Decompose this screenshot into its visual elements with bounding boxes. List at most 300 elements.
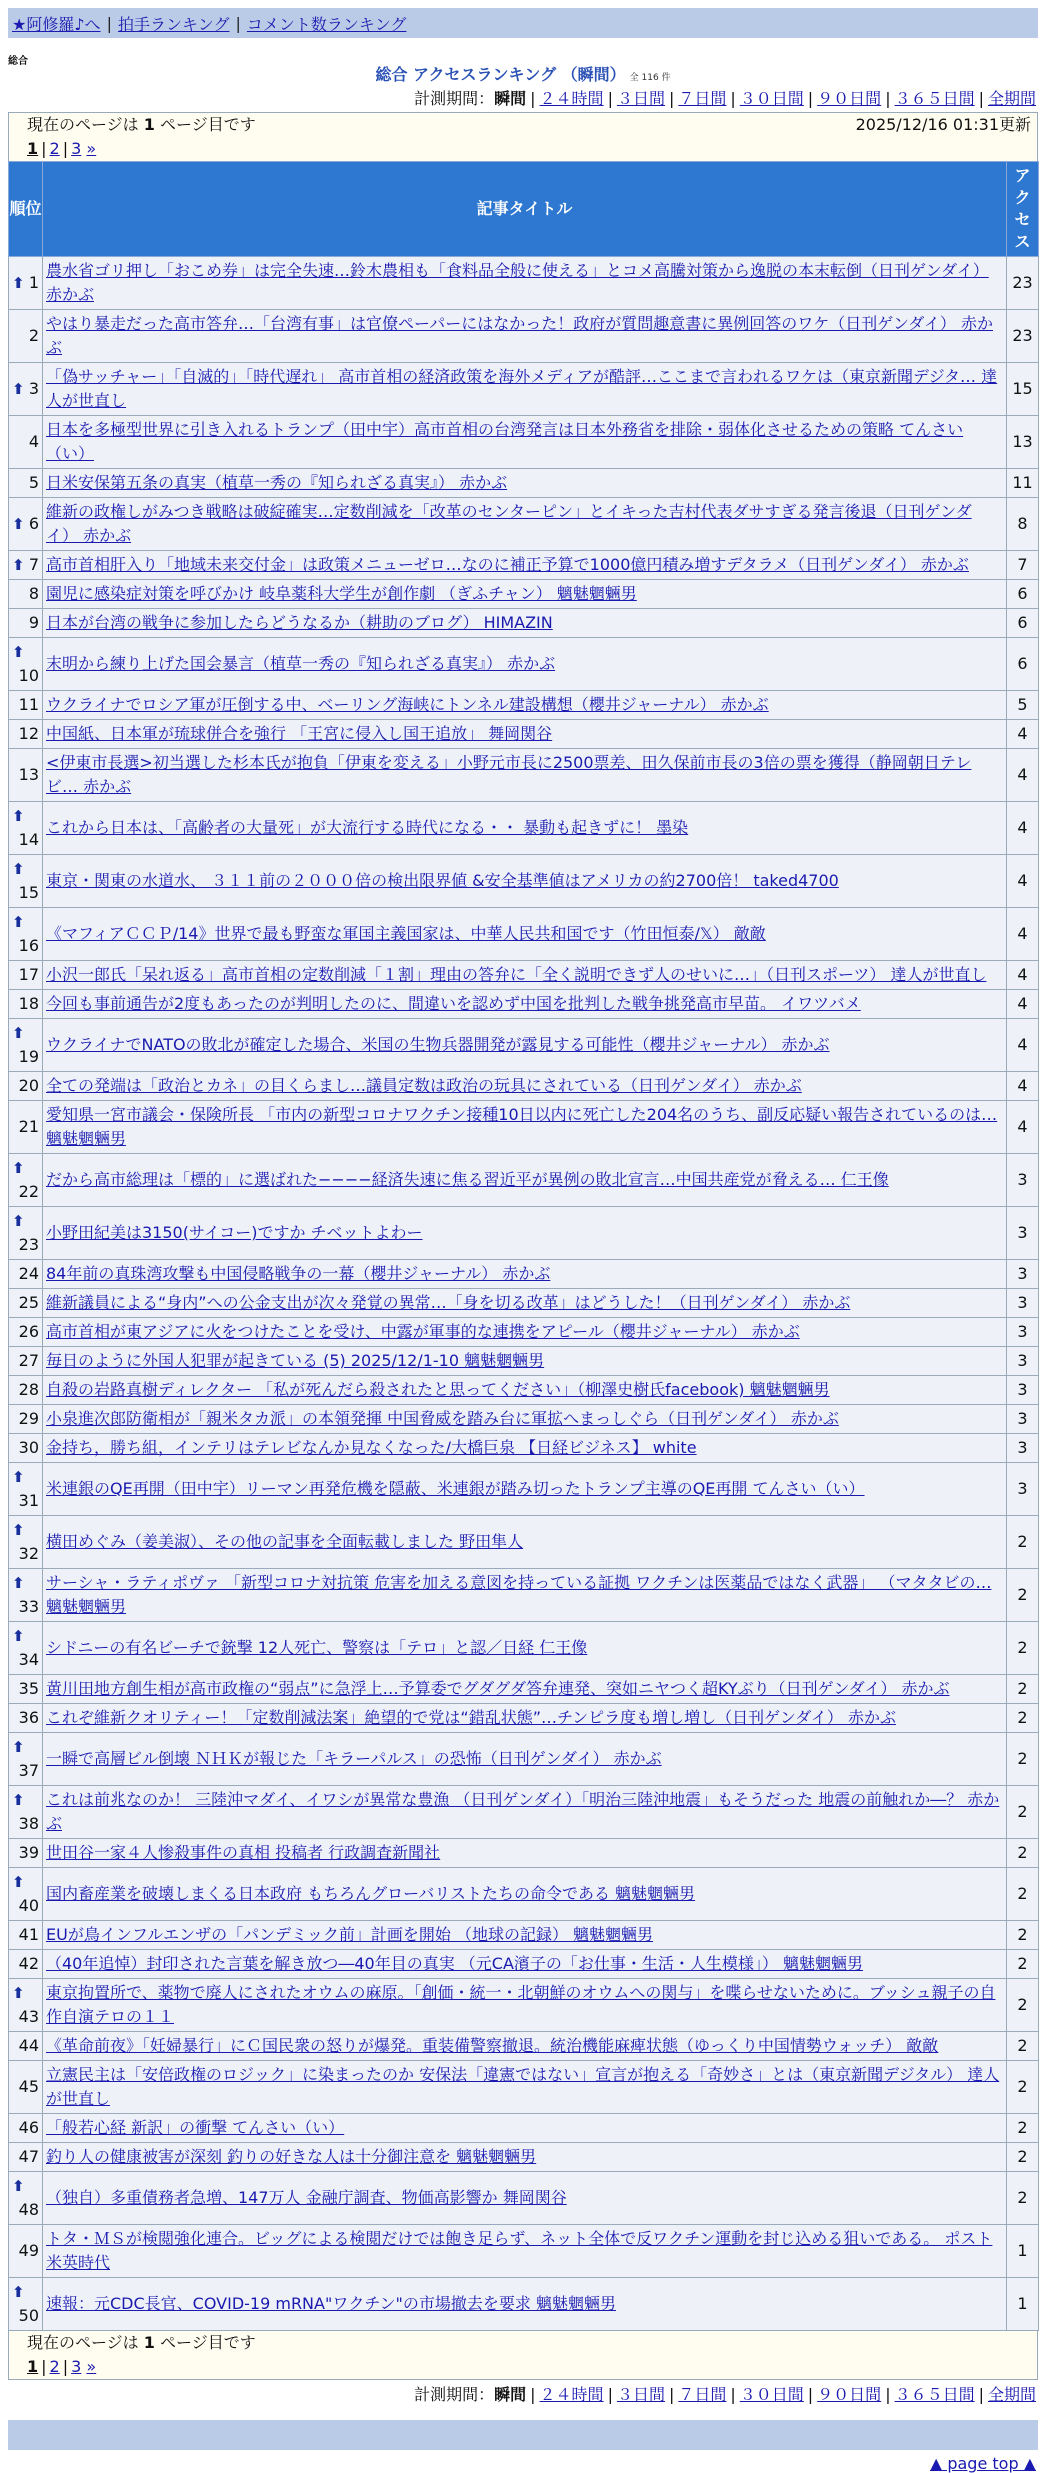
article-title-link[interactable]: 農水省ゴリ押し「おこめ券」は完全失速…鈴木農相も「食料品全般に使える」とコメ高騰対策から逸脱の本末転倒（日刊ゲンダイ） 赤かぶ	[46, 261, 989, 304]
title-cell	[43, 551, 1007, 580]
article-title-link[interactable]: だから高市総理は「標的」に選ばれた−−−−経済失速に焦る習近平が異例の敗北宣言…中国共産党が脅える… 仁王像	[46, 1170, 889, 1189]
rank-up-arrow-icon: ⬆	[12, 1024, 25, 1042]
article-title-link[interactable]: 愛知県一宮市議会・保険所長 「市内の新型コロナワクチン接種10日以内に死亡した204名のうち、副反応疑い報告されているのは… 魑魅魍魎男	[46, 1105, 998, 1148]
period-link[interactable]: ３６５日間	[894, 2385, 975, 2404]
period-link[interactable]: ３６５日間	[894, 89, 975, 108]
table-row	[9, 498, 1039, 551]
title-cell	[43, 990, 1007, 1019]
period-link[interactable]: ７日間	[678, 2385, 727, 2404]
title-cell	[43, 1622, 1007, 1675]
access-count-cell: 3	[1007, 1318, 1039, 1347]
access-count-cell: 3	[1007, 1347, 1039, 1376]
article-title-link[interactable]: <伊東市長選>初当選した杉本氏が抱負「伊東を変える」小野元市長に2500票差、田久保前市長の3倍の票を獲得（静岡朝日テレビ… 赤かぶ	[46, 753, 972, 796]
article-title-link[interactable]: 国内畜産業を破壊しまくる日本政府 もちろんグローバリストたちの命令である 魑魅魍魎男	[46, 1884, 696, 1903]
rank-number: 5	[28, 473, 39, 492]
table-row	[9, 2225, 1039, 2278]
rank-number: 28	[18, 1380, 39, 1399]
article-title-link[interactable]: 速報：元CDC長官、COVID-19 mRNA"ワクチン"の市場撤去を要求 魑魅魍魎男	[46, 2294, 616, 2313]
article-title-link[interactable]: 《マフィアＣＣＰ/14》世界で最も野蛮な軍国主義国家は、中華人民共和国です（竹田恒泰/𝕏） 敵敵	[46, 924, 766, 943]
rank-up-arrow-icon: ⬆	[12, 1574, 25, 1592]
access-count-cell: 2	[1007, 2114, 1039, 2143]
period-selector-bottom	[0, 2384, 1036, 2406]
table-row	[9, 855, 1039, 908]
rank-cell	[9, 469, 43, 498]
article-title-link[interactable]: 米連銀のQE再開（田中宇）リーマン再発危機を隠蔽、米連銀が踏み切ったトランプ主導のQE再開 てんさい（い）	[46, 1479, 865, 1498]
article-title-link[interactable]: 「偽サッチャー」「自滅的」「時代遅れ」 高市首相の経済政策を海外メディアが酷評…ここまで言われるワケは（東京新聞デジタ… 達人が世直し	[46, 367, 998, 410]
period-link[interactable]: ３０日間	[739, 89, 804, 108]
access-count-cell: 3	[1007, 1154, 1039, 1207]
period-separator: |	[978, 2385, 984, 2404]
rank-up-arrow-icon: ⬆	[12, 807, 25, 825]
rank-cell	[9, 1516, 43, 1569]
title-cell	[43, 1569, 1007, 1622]
article-title-link[interactable]: （独自）多重債務者急増、147万人 金融庁調査、物価高影響か 舞岡関谷	[46, 2188, 567, 2207]
rank-cell	[9, 2114, 43, 2143]
rank-cell	[9, 1622, 43, 1675]
rank-cell	[9, 2143, 43, 2172]
article-title-link[interactable]: 東京・関東の水道水、 ３１１前の２０００倍の検出限界値 &安全基準値はアメリカの約2700倍！ taked4700	[46, 871, 839, 890]
access-count-cell: 4	[1007, 908, 1039, 961]
pager-link[interactable]: 2	[49, 2357, 60, 2376]
article-title-link[interactable]: 今回も事前通告が2度もあったのが判明したのに、間違いを認めず中国を批判した戦争挑発高市早苗。 イワツバメ	[46, 994, 861, 1013]
title-cell	[43, 2032, 1007, 2061]
article-title-link[interactable]: 世田谷一家４人惨殺事件の真相 投稿者 行政調査新聞社	[46, 1843, 441, 1862]
pagination-top	[27, 137, 1031, 161]
rank-cell	[9, 1072, 43, 1101]
period-separator: |	[530, 89, 536, 108]
rank-cell	[9, 1786, 43, 1839]
rank-cell	[9, 1260, 43, 1289]
pager-next-link[interactable]: »	[86, 2357, 97, 2376]
article-title-link[interactable]: 日本を多極型世界に引き入れるトランプ（田中宇）高市首相の台湾発言は日本外務省を排除・弱体化させるための策略 てんさい（い）	[46, 420, 964, 463]
period-link[interactable]: ９０日間	[817, 89, 882, 108]
article-title-link[interactable]: 日本が台湾の戦争に参加したらどうなるか（耕助のブログ） HIMAZIN	[46, 613, 553, 632]
access-count-cell: 13	[1007, 416, 1039, 469]
rank-up-arrow-icon: ⬆	[12, 643, 25, 661]
updated-timestamp: 2025/12/16 01:31更新	[855, 115, 1031, 134]
rank-cell	[9, 802, 43, 855]
rank-up-arrow-icon: ⬆	[12, 1468, 25, 1486]
table-row	[9, 1207, 1039, 1260]
rank-cell	[9, 2225, 43, 2278]
rank-up-arrow-icon: ⬆	[12, 1873, 25, 1891]
period-link[interactable]: 全期間	[987, 89, 1036, 108]
rank-number: 10	[18, 666, 39, 685]
access-count-cell: 2	[1007, 1979, 1039, 2032]
title-cell	[43, 720, 1007, 749]
article-title-link[interactable]: これぞ維新クオリティー！「定数削減法案」絶望的で党は“錯乱状態”…チンピラ度も増し増し（日刊ゲンダイ） 赤かぶ	[46, 1708, 896, 1727]
access-count-cell: 2	[1007, 1921, 1039, 1950]
access-count-cell: 4	[1007, 1072, 1039, 1101]
title-cell	[43, 1516, 1007, 1569]
article-title-link[interactable]: 毎日のように外国人犯罪が起きている (5) 2025/12/1-10 魑魅魍魎男	[46, 1351, 545, 1370]
access-count-cell: 1	[1007, 2225, 1039, 2278]
top-nav-bar	[8, 8, 1038, 38]
title-cell	[43, 855, 1007, 908]
article-title-link[interactable]: 高市首相肝入り「地域未来交付金」は政策メニューゼロ…なのに補正予算で1000億円積み増すデタラメ（日刊ゲンダイ） 赤かぶ	[46, 555, 969, 574]
table-row	[9, 1318, 1039, 1347]
title-cell	[43, 1979, 1007, 2032]
rank-cell	[9, 749, 43, 802]
period-separator: |	[607, 89, 613, 108]
article-title-link[interactable]: 84年前の真珠湾攻撃も中国侵略戦争の一幕（櫻井ジャーナル） 赤かぶ	[46, 1264, 551, 1283]
pager-link[interactable]: 3	[71, 139, 82, 158]
table-row	[9, 1675, 1039, 1704]
rank-number: 32	[18, 1544, 39, 1563]
article-title-link[interactable]: これは前兆なのか！ 三陸沖マダイ、イワシが異常な豊漁 （日刊ゲンダイ）「明治三陸沖地震」もそうだった 地震の前触れか―？ 赤かぶ	[46, 1790, 1000, 1833]
rank-cell	[9, 1405, 43, 1434]
table-row	[9, 1786, 1039, 1839]
article-title-link[interactable]: 釣り人の健康被害が深刻 釣りの好きな人は十分御注意を 魑魅魍魎男	[46, 2147, 537, 2166]
article-title-link[interactable]: 小泉進次郎防衛相が「親米タカ派」の本領発揮 中国脅威を踏み台に軍拡へまっしぐら（日刊ゲンダイ） 赤かぶ	[46, 1409, 839, 1428]
period-label: 計測期間：	[414, 89, 495, 108]
period-separator: |	[730, 2385, 736, 2404]
pager-next-link[interactable]: »	[86, 139, 97, 158]
pager-separator: |	[62, 139, 69, 158]
article-title-link[interactable]: これから日本は、「高齢者の大量死」が大流行する時代になる・・ 暴動も起きずに！ 墨染	[46, 818, 689, 837]
nav-clap-ranking-link[interactable]: 拍手ランキング	[117, 14, 230, 34]
article-title-link[interactable]: ウクライナでNATOの敗北が確定した場合、米国の生物兵器開発が露見する可能性（櫻井ジャーナル） 赤かぶ	[46, 1035, 830, 1054]
period-link[interactable]: 全期間	[987, 2385, 1036, 2404]
title-cell	[43, 1463, 1007, 1516]
title-cell	[43, 1839, 1007, 1868]
rank-number: 36	[18, 1708, 39, 1727]
access-count-cell: 2	[1007, 1675, 1039, 1704]
table-row	[9, 638, 1039, 691]
title-cell	[43, 1318, 1007, 1347]
rank-up-arrow-icon: ⬆	[12, 2283, 25, 2301]
title-cell	[43, 257, 1007, 310]
pager-link[interactable]: 3	[71, 2357, 82, 2376]
title-cell	[43, 1868, 1007, 1921]
table-row	[9, 2061, 1039, 2114]
article-title-link[interactable]: 一瞬で高層ビル倒壊 ＮＨＫが報じた「キラーパルス」の恐怖（日刊ゲンダイ） 赤かぶ	[46, 1749, 662, 1768]
rank-up-arrow-icon: ⬆	[12, 1791, 25, 1809]
page-info-number: 1	[143, 115, 155, 134]
table-row	[9, 1516, 1039, 1569]
rank-cell	[9, 1376, 43, 1405]
access-count-cell: 4	[1007, 1019, 1039, 1072]
rank-up-arrow-icon: ⬆	[12, 1212, 25, 1230]
ranking-table-body	[9, 257, 1039, 2331]
rank-number: 11	[18, 695, 39, 714]
pager-current: 1	[27, 139, 39, 158]
article-title-link[interactable]: トタ・ＭＳが検閲強化連合。ビッグによる検閲だけでは飽き足らず、ネット全体で反ワクチン運動を封じ込める狙いである。 ポスト米英時代	[46, 2229, 993, 2272]
rank-cell	[9, 1434, 43, 1463]
title-cell	[43, 2061, 1007, 2114]
access-count-cell: 4	[1007, 961, 1039, 990]
rank-cell	[9, 691, 43, 720]
period-link[interactable]: ３日間	[616, 89, 665, 108]
rank-number: 44	[18, 2036, 39, 2055]
rank-cell	[9, 1019, 43, 1072]
title-cell	[43, 2114, 1007, 2143]
period-link[interactable]: ２４時間	[539, 89, 604, 108]
article-title-link[interactable]: 中国紙、日本軍が琉球併合を強行 「王宮に侵入し国王追放」 舞岡関谷	[46, 724, 553, 743]
rank-number: 43	[18, 2007, 39, 2026]
table-row	[9, 1839, 1039, 1868]
rank-number: 48	[18, 2200, 39, 2219]
rank-cell	[9, 720, 43, 749]
period-separator: |	[807, 2385, 814, 2404]
table-row	[9, 2278, 1039, 2331]
period-separator: |	[885, 2385, 891, 2404]
bottom-bar	[8, 2420, 1038, 2450]
table-row	[9, 257, 1039, 310]
pager-separator: |	[41, 2357, 47, 2376]
table-row	[9, 1979, 1039, 2032]
period-separator: |	[668, 2385, 675, 2404]
article-title-link[interactable]: 自殺の岩路真樹ディレクター 「私が死んだら殺されたと思ってください」（柳澤史樹氏facebook) 魑魅魍魎男	[46, 1380, 830, 1399]
rank-number: 41	[18, 1925, 39, 1944]
rank-number: 49	[18, 2241, 39, 2260]
title-cell	[43, 1207, 1007, 1260]
rank-cell	[9, 990, 43, 1019]
article-title-link[interactable]: EUが鳥インフルエンザの「パンデミック前」計画を開始 （地球の記録） 魑魅魍魎男	[46, 1925, 654, 1944]
article-title-link[interactable]: 《革命前夜》「妊婦暴行」にＣ国民衆の怒りが爆発。重装備警察撤退。統治機能麻痺状態（ゆっくり中国情勢ウォッチ） 敵敵	[46, 2036, 939, 2055]
access-count-cell: 2	[1007, 1569, 1039, 1622]
table-row	[9, 1260, 1039, 1289]
period-link[interactable]: ９０日間	[817, 2385, 882, 2404]
table-row	[9, 720, 1039, 749]
access-count-cell: 3	[1007, 1376, 1039, 1405]
page-info-box	[8, 112, 1038, 161]
period-separator: |	[668, 89, 675, 108]
rank-number: 45	[18, 2077, 39, 2096]
rank-number: 38	[18, 1814, 39, 1833]
access-count-cell: 4	[1007, 720, 1039, 749]
rank-up-arrow-icon: ⬆	[12, 1521, 25, 1539]
title-cell	[43, 1072, 1007, 1101]
rank-up-arrow-icon: ⬆	[12, 913, 25, 931]
access-count-cell: 7	[1007, 551, 1039, 580]
table-row	[9, 469, 1039, 498]
article-title-link[interactable]: （40年追悼）封印された言葉を解き放つ―40年目の真実 （元CA濱子の「お仕事・生活・人生模様」） 魑魅魍魎男	[46, 1954, 864, 1973]
table-row	[9, 990, 1039, 1019]
page-info-number: 1	[143, 2333, 155, 2352]
table-row	[9, 1921, 1039, 1950]
access-count-cell: 3	[1007, 1289, 1039, 1318]
rank-cell	[9, 551, 43, 580]
access-count-cell: 4	[1007, 855, 1039, 908]
article-title-link[interactable]: 園児に感染症対策を呼びかけ 岐阜薬科大学生が創作劇 （ぎふチャン） 魑魅魍魎男	[46, 584, 637, 603]
rank-number: 33	[18, 1597, 39, 1616]
rank-up-arrow-icon: ⬆	[12, 860, 25, 878]
rank-cell	[9, 1868, 43, 1921]
article-title-link[interactable]: 金持ち，勝ち組，インテリはテレビなんか見なくなった/大橋巨泉 【日経ビジネス】 white	[46, 1438, 697, 1457]
article-title-link[interactable]: 日米安保第五条の真実（植草一秀の『知られざる真実』） 赤かぶ	[46, 473, 508, 492]
title-cell	[43, 498, 1007, 551]
rank-cell	[9, 961, 43, 990]
table-row	[9, 580, 1039, 609]
rank-cell	[9, 638, 43, 691]
rank-number: 14	[18, 830, 39, 849]
pager-separator: |	[41, 139, 47, 158]
period-link[interactable]: ７日間	[678, 89, 727, 108]
page-info-suffix: ページ目です	[160, 115, 256, 134]
access-count-cell: 2	[1007, 1622, 1039, 1675]
rank-cell	[9, 1463, 43, 1516]
rank-cell	[9, 1733, 43, 1786]
rank-cell	[9, 1101, 43, 1154]
title-cell	[43, 2143, 1007, 2172]
nav-home-link[interactable]: ★阿修羅♪へ	[12, 14, 101, 34]
table-row	[9, 2032, 1039, 2061]
rank-cell	[9, 580, 43, 609]
table-row	[9, 2143, 1039, 2172]
table-row	[9, 2114, 1039, 2143]
access-count-cell: 2	[1007, 1516, 1039, 1569]
rank-number: 37	[18, 1761, 39, 1780]
period-selector-top	[0, 88, 1036, 110]
total-count: 全 116 件	[629, 73, 671, 83]
title-cell	[43, 1786, 1007, 1839]
page-info-suffix: ページ目です	[160, 2333, 256, 2352]
rank-number: 20	[18, 1076, 39, 1095]
rank-number: 9	[28, 613, 39, 632]
table-row	[9, 416, 1039, 469]
period-link[interactable]: ３日間	[616, 2385, 665, 2404]
access-count-cell: 6	[1007, 638, 1039, 691]
article-title-link[interactable]: 「般若心経 新訳」の衝撃 てんさい（い）	[46, 2118, 345, 2137]
pagination-bottom	[27, 2355, 1031, 2379]
period-separator: |	[885, 89, 891, 108]
article-title-link[interactable]: 維新の政権しがみつき戦略は破綻確実…定数削減を「改革のセンターピン」とイキった吉村代表ダサすぎる発言後退（日刊ゲンダイ） 赤かぶ	[46, 502, 972, 545]
rank-cell	[9, 1569, 43, 1622]
access-count-cell: 2	[1007, 2143, 1039, 2172]
access-count-cell: 4	[1007, 802, 1039, 855]
table-row	[9, 609, 1039, 638]
article-title-link[interactable]: 横田めぐみ（姜美淑）、その他の記事を全面転載しました 野田隼人	[46, 1532, 524, 1551]
rank-up-arrow-icon: ⬆	[12, 274, 25, 292]
rank-cell	[9, 1839, 43, 1868]
rank-cell	[9, 363, 43, 416]
article-title-link[interactable]: 小沢一郎氏「呆れ返る」高市首相の定数削減「１割」理由の答弁に「全く説明できず人のせいに…」（日刊スポーツ） 達人が世直し	[46, 965, 987, 984]
period-link[interactable]: ２４時間	[539, 2385, 604, 2404]
access-count-cell: 1	[1007, 2278, 1039, 2331]
access-count-cell: 15	[1007, 363, 1039, 416]
rank-number: 17	[18, 965, 39, 984]
rank-up-arrow-icon: ⬆	[12, 380, 25, 398]
access-count-cell: 2	[1007, 2032, 1039, 2061]
table-row	[9, 1019, 1039, 1072]
page-info-prefix: 現在のページは	[27, 2333, 139, 2352]
page-top-link[interactable]: ▲ page top ▲	[929, 2454, 1036, 2473]
access-count-cell: 2	[1007, 1786, 1039, 1839]
nav-comment-ranking-link[interactable]: コメント数ランキング	[246, 14, 407, 34]
rank-number: 50	[18, 2306, 39, 2325]
table-row	[9, 961, 1039, 990]
article-title-link[interactable]: シドニーの有名ビーチで銃撃 12人死亡、警察は「テロ」と認／日経 仁王像	[46, 1638, 588, 1657]
access-count-cell: 3	[1007, 1463, 1039, 1516]
article-title-link[interactable]: やはり暴走だった高市答弁…「台湾有事」は官僚ペーパーにはなかった！政府が質問趣意書に異例回答のワケ（日刊ゲンダイ） 赤かぶ	[46, 314, 994, 357]
article-title-link[interactable]: 立憲民主は「安倍政権のロジック」に染まったのか 安保法「違憲ではない」宣言が抱える「奇妙さ」とは（東京新聞デジタル） 達人が世直し	[46, 2065, 1000, 2108]
title-cell	[43, 580, 1007, 609]
rank-number: 19	[18, 1047, 39, 1066]
access-count-cell: 3	[1007, 1260, 1039, 1289]
rank-number: 40	[18, 1896, 39, 1915]
rank-cell	[9, 1950, 43, 1979]
article-title-link[interactable]: サーシャ・ラティポヴァ 「新型コロナ対抗策 危害を加える意図を持っている証拠 ワクチンは医薬品ではなく武器」 （マタタビの… 魑魅魍魎男	[46, 1573, 992, 1616]
rank-cell	[9, 1318, 43, 1347]
rank-number: 42	[18, 1954, 39, 1973]
rank-number: 1	[28, 273, 39, 292]
rank-cell	[9, 2061, 43, 2114]
table-row	[9, 1154, 1039, 1207]
title-cell	[43, 1376, 1007, 1405]
table-row	[9, 310, 1039, 363]
rank-number: 30	[18, 1438, 39, 1457]
rank-cell	[9, 310, 43, 363]
rank-number: 3	[28, 379, 39, 398]
access-count-cell: 4	[1007, 990, 1039, 1019]
title-cell	[43, 1950, 1007, 1979]
page-title	[0, 64, 1046, 86]
title-cell	[43, 1101, 1007, 1154]
rank-cell	[9, 2172, 43, 2225]
access-count-cell: 2	[1007, 1839, 1039, 1868]
ranking-table	[8, 161, 1039, 2331]
table-row	[9, 1101, 1039, 1154]
table-row	[9, 1622, 1039, 1675]
article-title-link[interactable]: 小野田紀美は3150(サイコー)ですか チベットよわー	[46, 1223, 423, 1242]
table-row	[9, 802, 1039, 855]
nav-separator: |	[235, 13, 241, 33]
access-count-cell: 2	[1007, 1950, 1039, 1979]
rank-number: 34	[18, 1650, 39, 1669]
rank-cell	[9, 1289, 43, 1318]
pager-current: 1	[27, 2357, 39, 2376]
rank-number: 15	[18, 883, 39, 902]
article-title-link[interactable]: ウクライナでロシア軍が圧倒する中、ベーリング海峡にトンネル建設構想（櫻井ジャーナル） 赤かぶ	[46, 695, 769, 714]
section-label: 総合	[8, 56, 28, 67]
article-title-link[interactable]: 東京拘置所で、薬物で廃人にされたオウムの麻原。「創価・統一・北朝鮮のオウムへの関与」を喋らせないために。ブッシュ親子の自作自演テロの１１	[46, 1983, 996, 2026]
access-count-cell: 5	[1007, 691, 1039, 720]
table-row	[9, 1868, 1039, 1921]
period-link[interactable]: ３０日間	[739, 2385, 804, 2404]
pager-link[interactable]: 2	[49, 139, 60, 158]
table-row	[9, 1405, 1039, 1434]
rank-number: 7	[28, 555, 39, 574]
current-page-text	[27, 113, 256, 137]
table-row	[9, 1289, 1039, 1318]
rank-cell	[9, 908, 43, 961]
rank-cell	[9, 1704, 43, 1733]
article-title-link[interactable]: 維新議員による“身内”への公金支出が次々発覚の異常…「身を切る改革」はどうした！（日刊ゲンダイ） 赤かぶ	[46, 1293, 851, 1312]
rank-number: 8	[28, 584, 39, 603]
table-row	[9, 1733, 1039, 1786]
rank-number: 2	[28, 326, 39, 345]
pager-separator: |	[62, 2357, 69, 2376]
rank-number: 21	[18, 1117, 39, 1136]
period-separator: |	[730, 89, 736, 108]
title-cell	[43, 1347, 1007, 1376]
rank-cell	[9, 855, 43, 908]
article-title-link[interactable]: 高市首相が東アジアに火をつけたことを受け、中露が軍事的な連携をアピール（櫻井ジャーナル） 赤かぶ	[46, 1322, 800, 1341]
article-title-link[interactable]: 全ての発端は「政治とカネ」の目くらまし…議員定数は政治の玩具にされている（日刊ゲンダイ） 赤かぶ	[46, 1076, 802, 1095]
rank-up-arrow-icon: ⬆	[12, 1984, 25, 2002]
article-title-link[interactable]: 黄川田地方創生相が高市政権の“弱点”に急浮上…予算委でグダグダ答弁連発、突如ニヤつく超KYぶり（日刊ゲンダイ） 赤かぶ	[46, 1679, 950, 1698]
table-row	[9, 1072, 1039, 1101]
rank-number: 47	[18, 2147, 39, 2166]
rank-up-arrow-icon: ⬆	[12, 1627, 25, 1645]
access-count-cell: 23	[1007, 257, 1039, 310]
title-cell	[43, 961, 1007, 990]
rank-number: 27	[18, 1351, 39, 1370]
table-row	[9, 2172, 1039, 2225]
article-title-link[interactable]: 末明から練り上げた国会暴言（植草一秀の『知られざる真実』） 赤かぶ	[46, 654, 556, 673]
page-info-box-bottom	[8, 2331, 1038, 2380]
